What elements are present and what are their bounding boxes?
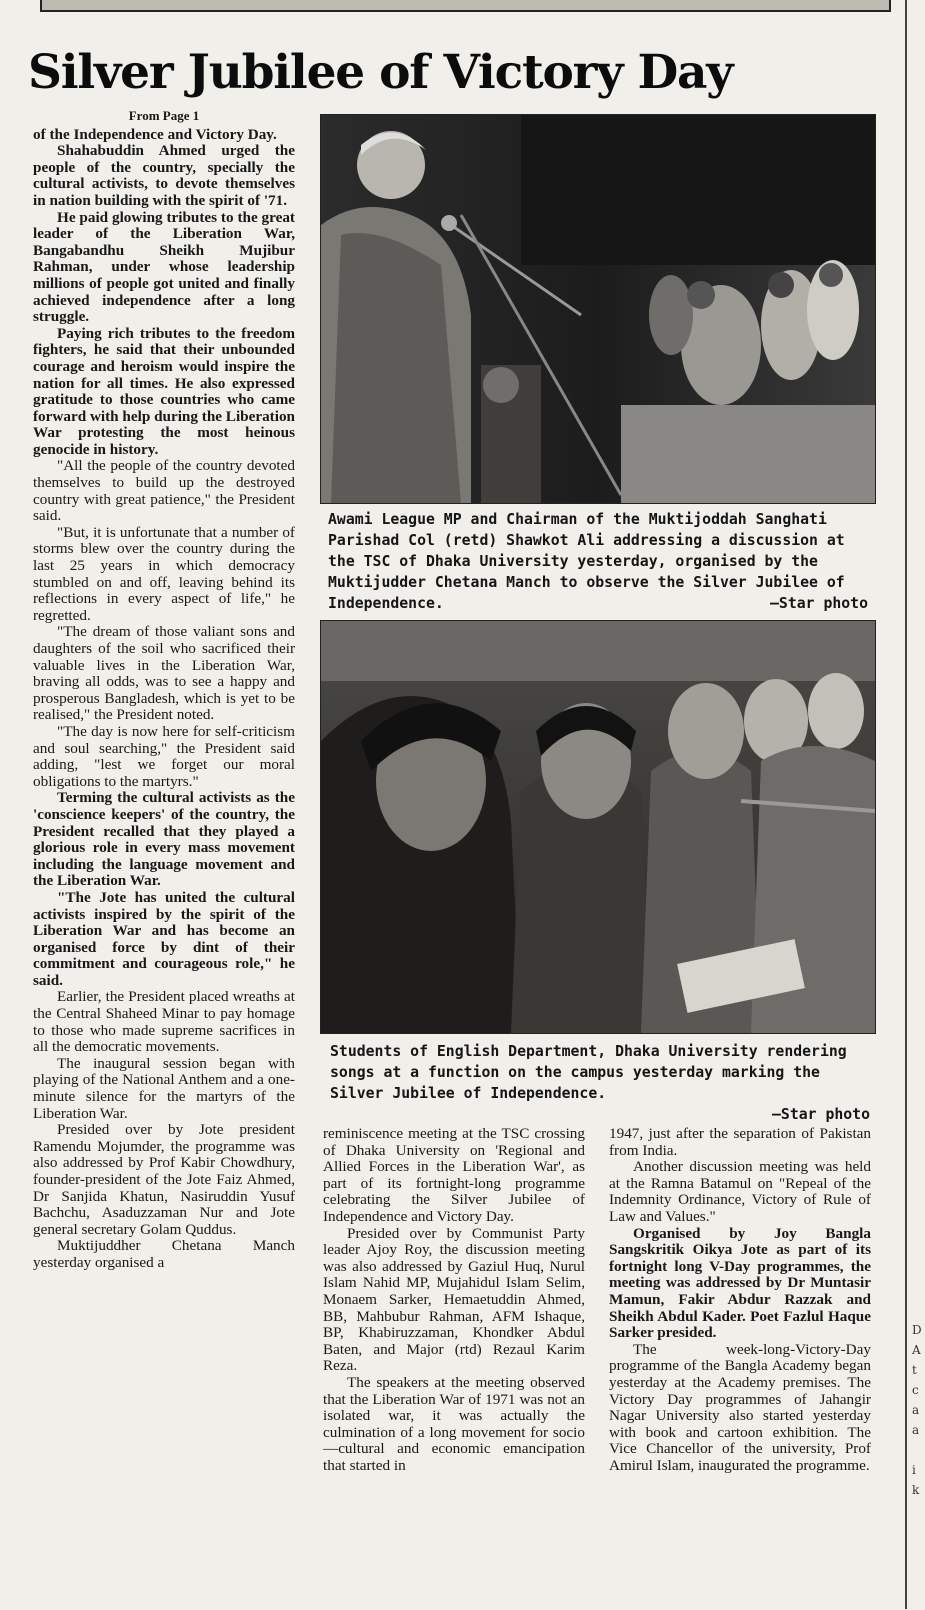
adjacent-article-edge: [912, 1320, 925, 1610]
paragraph: The speakers at the meeting observed that the Liberation War of 1971 was not an isolated war, it was actually the culmination of a long movement for socio—cultural and economic emancipation that started in: [323, 1373, 585, 1474]
article-column-3: [609, 1126, 871, 1474]
photo1-credit: —Star photo: [770, 595, 868, 612]
photo1-caption-text: Awami League MP and Chairman of the Muktijoddah Sanghati Parishad Col (retd) Shawkot Ali addressing a discussion at the TSC of Dhaka University yesterday, organised by the Muktijudder Chetana Manch to observe the Silver Jubilee of Independence.: [328, 511, 845, 612]
paragraph: "But, it is unfortunate that a number of storms blew over the country during the last 25 years in which democracy stumbled on and off, leaving behind its reflections in every aspect of life," he regretted.: [33, 523, 295, 624]
paragraph: reminiscence meeting at the TSC crossing of Dhaka University on 'Regional and Allied Forces in the Liberation War', as part of its fortnight-long programme celebrating the Silver Jubilee of Independence and Victory Day.: [323, 1125, 585, 1225]
edge-letter: D: [912, 1323, 922, 1337]
paragraph: The inaugural session began with playing of the National Anthem and a one-minute silence for the martyrs of the Liberation War.: [33, 1054, 295, 1122]
paragraph: The week-long-Victory-Day programme of the Bangla Academy began yesterday at the Academy premises. The Victory Day programmes of Jahangir Nagar University also started yesterday with book and cartoon exhibition. The Vice Chancellor of the university, Prof Amirul Islam, inaugurated the programme.: [609, 1340, 871, 1474]
continuation-note: From Page 1: [128, 108, 200, 123]
edge-letter: a: [912, 1403, 920, 1417]
photo2-caption-text: Students of English Department, Dhaka University rendering songs at a function on the campus yesterday marking the Silver Jubilee of Independence.: [330, 1043, 847, 1102]
paragraph: "The dream of those valiant sons and daughters of the soil who sacrificed their valuable lives in the Liberation War, braving all odds, was to see a happy and prosperous Bangladesh, which is yet to be realised," the President noted.: [33, 623, 295, 724]
photo2-credit: —Star photo: [772, 1106, 870, 1123]
speaker-photo: [320, 114, 876, 504]
paragraph: Paying rich tributes to the freedom fighters, he said that their unbounded courage and heroism would inspire the nation for all times. He also expressed gratitude to those countries who came forward with help during the Liberation War protesting the most heinous genocide in history.: [33, 324, 295, 458]
edge-letter: k: [912, 1483, 920, 1497]
article-column-2: [323, 1126, 585, 1474]
paragraph: Presided over by Jote president Ramendu Mojumder, the programme was also addressed by Prof Kabir Chowdhury, founder-president of the Jote Faiz Ahmed, Dr Sanjida Khatun, Nasiruddin Yusuf Bachchu, Asaduzzaman Nur and Jote general secretary Golam Quddus.: [33, 1121, 295, 1238]
paragraph: Another discussion meeting was held at the Ramna Batamul on "Repeal of the Indemnity Ordinance, Victory of Rule of Law and Values.": [609, 1158, 871, 1225]
paragraphs: [323, 1126, 585, 1474]
paragraph: He paid glowing tributes to the great leader of the Liberation War, Bangabandhu Sheikh Mujibur Rahman, under whose leadership millions of people got united and finally achieved independence after a long struggle.: [33, 208, 295, 326]
paragraph: Terming the cultural activists as the 'conscience keepers' of the country, the President recalled that they played a glorious role in every mass movement including the language movement and the Liberation War.: [33, 789, 295, 890]
paragraphs: [609, 1126, 871, 1474]
paragraph: "The day is now here for self-criticism and soul searching," the President said adding, "lest we forget our moral obligations to the martyrs.": [33, 722, 295, 790]
paragraph: Presided over by Communist Party leader Ajoy Roy, the discussion meeting was also addressed by Gaziul Huq, Nurul Islam Nahid MP, Mujahidul Islam Selim, Monaem Sarker, Hemaetuddin Ahmed, BB, Mahbubur Rahman, AFM Ishaque, BP, Khabiruzzaman, Khondker Abdul Baten, and Major (rtd) Rezaul Karim Reza.: [323, 1224, 585, 1375]
paragraph: Shahabuddin Ahmed urged the people of the country, specially the cultural activists, to devote themselves in nation building with the spirit of '71.: [33, 142, 295, 209]
paragraph: Muktijuddher Chetana Manch yesterday organised a: [33, 1237, 295, 1271]
paragraph: Organised by Joy Bangla Sangskritik Oikya Jote as part of its fortnight long V-Day programmes, the meeting was addressed by Dr Muntasir Mamun, Fakir Abdur Razzak and Sheikh Abdul Kader. Poet Fazlul Haque Sarker presided.: [609, 1224, 871, 1342]
article-column-1: [33, 108, 295, 1272]
paragraph: of the Independence and Victory Day.: [33, 125, 277, 143]
column-rule: [905, 0, 907, 1609]
edge-letter: [912, 1440, 925, 1460]
headline: Silver Jubilee of Victory Day: [28, 45, 733, 100]
edge-letter: i: [912, 1463, 916, 1477]
edge-letter: A: [912, 1343, 921, 1357]
paragraphs: [33, 127, 295, 1272]
edge-letter: t: [912, 1363, 917, 1377]
paragraph: Earlier, the President placed wreaths at the Central Shaheed Minar to pay homage to those who made supreme sacrifices in all the democratic movements.: [33, 988, 295, 1056]
edge-letter: c: [912, 1383, 919, 1397]
photo2-caption: [330, 1041, 870, 1125]
paragraph: 1947, just after the separation of Pakistan from India.: [609, 1125, 871, 1159]
students-photo: [320, 620, 876, 1034]
paragraph: "All the people of the country devoted themselves to build up the destroyed country with great patience," the President said.: [33, 457, 295, 525]
masthead-band: [40, 0, 891, 12]
photo1-caption: [328, 509, 868, 614]
paragraph: "The Jote has united the cultural activists inspired by the spirit of the Liberation War and has become an organised force by dint of their commitment and courageous role," he said.: [33, 888, 295, 989]
edge-letter: a: [912, 1423, 920, 1437]
